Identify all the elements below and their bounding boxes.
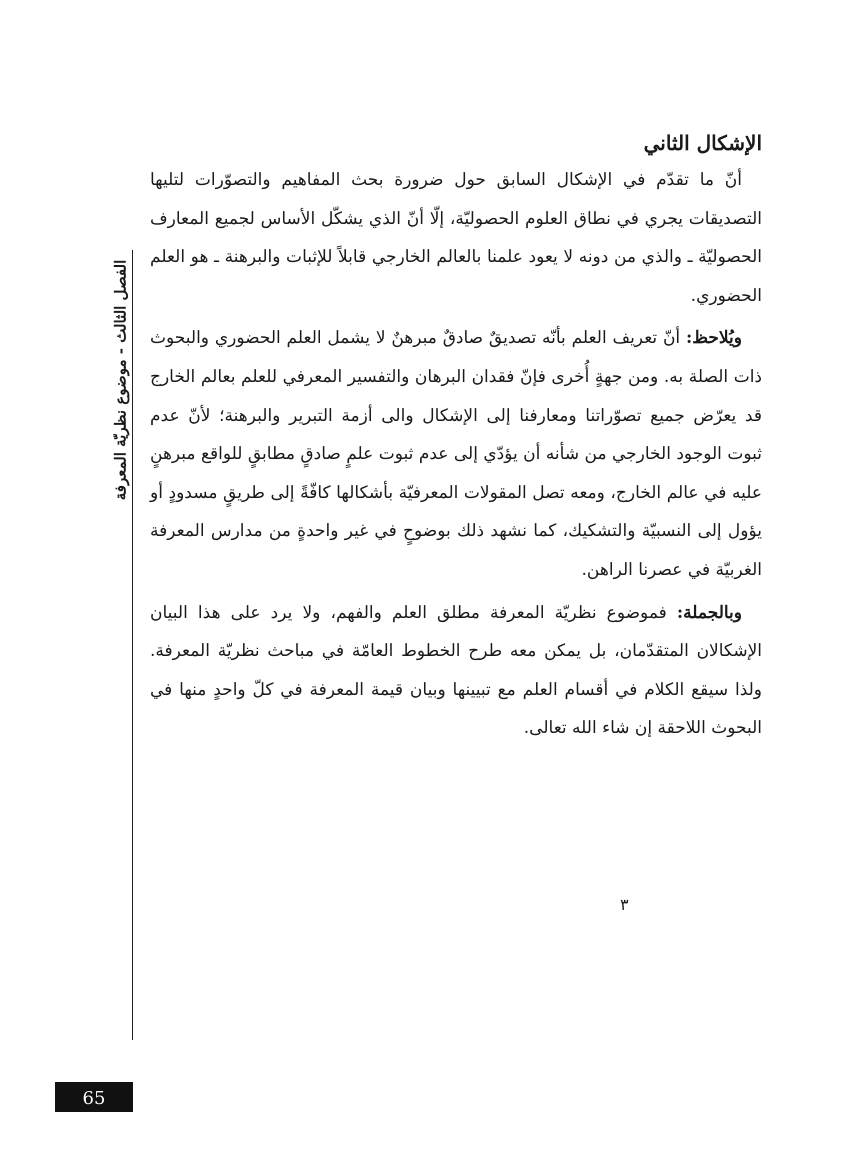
paragraph-3-body: فموضوع نظريّة المعرفة مطلق العلم والفهم، ولا يرد على هذا البيان الإشكالان المتقدّمان، بل يمكن معه طرح الخطوط العامّة في مباحث نظريّة المعرفة. ولذا سيقع الكلام في أقسام العلم مع تبيينها وبيان قيمة المعرفة في كلّ واحدٍ منها في البحوث اللاحقة إن شاء الله تعالى. xyxy=(150,602,763,739)
paragraph-2-lead: ويُلاحظ: xyxy=(685,328,742,349)
paragraph-3-lead: وبالجملة: xyxy=(676,602,742,623)
page-body xyxy=(150,125,762,748)
section-heading: الإشكال الثاني xyxy=(643,131,762,155)
running-header xyxy=(108,250,132,510)
margin-rule xyxy=(132,250,133,1040)
paragraph-2-body: أنّ تعريف العلم بأنّه تصديقٌ صادقٌ مبرهنٌ لا يشمل العلم الحضوري والبحوث ذات الصلة به. ومن جهةٍ أُخرى فإنّ فقدان البرهان والتفسير المعرفي للعلم بعالم الخارج قد يعرّض جميع تصوّراتنا ومعارفنا إلى الإشكال والى أزمة التبرير والبرهنة؛ لأنّ عدم ثبوت الوجود الخارجي من شأنه أن يؤدّي إلى عدم ثبوت علمٍ صادقٍ مطابقٍ للواقع مبرهنٍ عليه في عالم الخارج، ومعه تصل المقولات المعرفيّة بأشكالها كافّةً إلى طريقٍ مسدودٍ أو يؤول إلى النسبيّة والتشكيك، كما نشهد ذلك بوضوحٍ في غير واحدةٍ من مدارس المعرفة الغربيّة في عصرنا الراهن. xyxy=(150,328,762,580)
paragraph-2 xyxy=(150,319,762,589)
running-header-text: الفصل الثالث - موضوع نظريّة المعرفة xyxy=(111,259,129,501)
footnote-mark: ٣ xyxy=(620,895,629,914)
page-number: 65 xyxy=(55,1082,133,1112)
paragraph-3 xyxy=(150,594,762,748)
paragraph-1: أنّ ما تقدّم في الإشكال السابق حول ضرورة بحث المفاهيم والتصوّرات لتليها التصديقات يجري في نطاق العلوم الحصوليّة، إلّا أنّ الذي يشكّل الأساس لجميع المعارف الحصوليّة ـ والذي من دونه لا يعود علمنا بالعالم الخارجي قابلاً للإثبات والبرهنة ـ هو العلم الحضوري. xyxy=(150,170,762,306)
